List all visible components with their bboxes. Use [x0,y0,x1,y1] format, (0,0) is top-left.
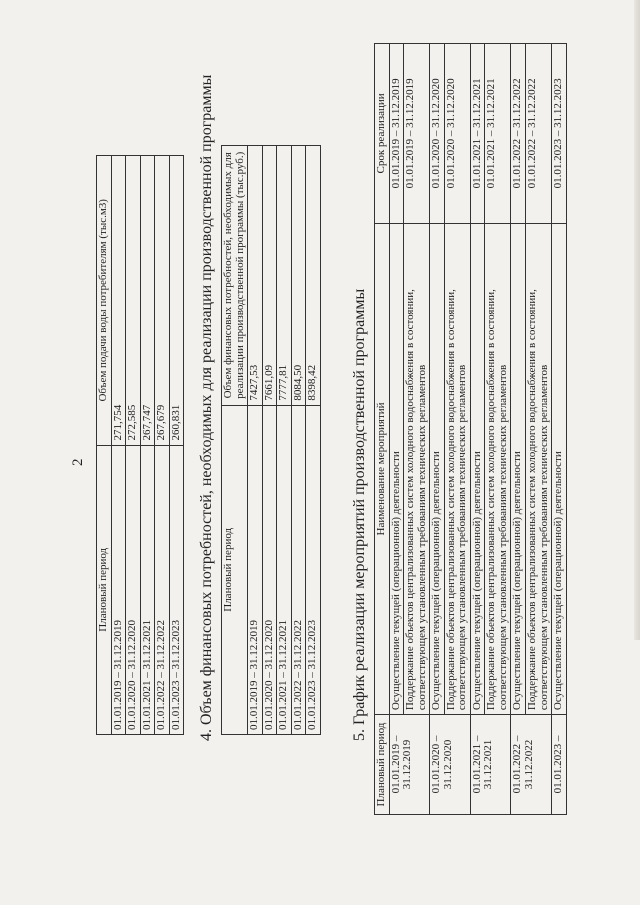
period-cell: 01.01.2021 – 31.12.2021 [277,405,292,734]
table-row [389,44,404,815]
section4-heading: 4. Объем финансовых потребностей, необходимых для реализации производственной программы [198,74,215,741]
activity-cell: Поддержание объектов централизованных систем холодного водоснабжения в состоянии, соответствующем установленным требованиям технических регламентов [485,223,511,714]
schedule-table [374,43,567,815]
value-cell: 8398,42 [306,146,321,406]
table-row [262,146,277,735]
period-cell: 01.01.2019 – 31.12.2019 [111,445,126,734]
activity-cell: Осуществление текущей (операционной) деятельности [470,223,485,714]
period-cell: 01.01.2020 – 31.12.2020 [430,715,471,815]
period-cell: 01.01.2022 – 31.12.2022 [291,405,306,734]
value-cell: 267,747 [140,156,155,446]
period-cell: 01.01.2023 – 31.12.2023 [306,405,321,734]
page-number: 2 [70,458,86,466]
column-header: Плановый период [375,715,390,815]
period-cell: 01.01.2022 – 31.12.2022 [511,715,552,815]
period-cell: 01.01.2021 – 31.12.2021 [140,445,155,734]
value-cell: 7661,09 [262,146,277,406]
value-cell: 272,585 [126,156,141,446]
table-row [306,146,321,735]
column-header: Плановый период [97,445,112,734]
deadline-cell: 01.01.2019 – 31.12.2019 [389,44,404,224]
activity-cell: Осуществление текущей (операционной) деятельности [552,223,567,714]
activity-cell: Осуществление текущей (операционной) деятельности [430,223,445,714]
deadline-cell: 01.01.2022 – 31.12.2022 [526,44,552,224]
table-header-row [222,146,248,735]
activity-cell: Осуществление текущей (операционной) деятельности [511,223,526,714]
column-header: Наименование мероприятий [375,223,390,714]
table-row [277,146,292,735]
table-row [485,44,511,815]
table-row [291,146,306,735]
period-cell: 01.01.2020 – 31.12.2020 [126,445,141,734]
column-header: Срок реализации [375,44,390,224]
period-cell: 01.01.2023 – [552,715,567,815]
table-row [155,156,170,735]
period-cell: 01.01.2022 – 31.12.2022 [155,445,170,734]
table-row [526,44,552,815]
value-cell: 8084,50 [291,146,306,406]
column-header: Объем подачи воды потребителям (тыс.м3) [97,156,112,446]
value-cell: 7427,53 [248,146,263,406]
period-cell: 01.01.2021 – 31.12.2021 [470,715,511,815]
table-row [444,44,470,815]
value-cell: 271,754 [111,156,126,446]
column-header: Объем финансовых потребностей, необходимых для реализации производственной программы (тыс.руб.) [222,146,248,406]
deadline-cell: 01.01.2021 – 31.12.2021 [470,44,485,224]
table-row [404,44,430,815]
period-cell: 01.01.2020 – 31.12.2020 [262,405,277,734]
activity-cell: Поддержание объектов централизованных систем холодного водоснабжения в состоянии, соответствующем установленным требованиям технических регламентов [526,223,552,714]
page-edge-shadow [634,0,640,640]
table-row [511,44,526,815]
activity-cell: Поддержание объектов централизованных систем холодного водоснабжения в состоянии, соответствующем установленным требованиям технических регламентов [404,223,430,714]
period-cell: 01.01.2023 – 31.12.2023 [169,445,184,734]
table-row [111,156,126,735]
table-header-row [375,44,390,815]
deadline-cell: 01.01.2019 – 31.12.2019 [404,44,430,224]
value-cell: 7777,81 [277,146,292,406]
section5-heading: 5. График реализации мероприятий производственной программы [351,288,368,741]
financial-needs-table [221,145,321,735]
deadline-cell: 01.01.2023 – 31.12.2023 [552,44,567,224]
deadline-cell: 01.01.2020 – 31.12.2020 [430,44,445,224]
activity-cell: Осуществление текущей (операционной) деятельности [389,223,404,714]
period-cell: 01.01.2019 – 31.12.2019 [389,715,430,815]
table-row [470,44,485,815]
table-row [248,146,263,735]
value-cell: 267,679 [155,156,170,446]
water-volume-table [96,155,184,735]
table-row [126,156,141,735]
table-row [430,44,445,815]
table-row [169,156,184,735]
table-row [552,44,567,815]
period-cell: 01.01.2019 – 31.12.2019 [248,405,263,734]
deadline-cell: 01.01.2022 – 31.12.2022 [511,44,526,224]
value-cell: 260,831 [169,156,184,446]
table-row [140,156,155,735]
table-header-row [97,156,112,735]
deadline-cell: 01.01.2020 – 31.12.2020 [444,44,470,224]
deadline-cell: 01.01.2021 – 31.12.2021 [485,44,511,224]
column-header: Плановый период [222,405,248,734]
activity-cell: Поддержание объектов централизованных систем холодного водоснабжения в состоянии, соответствующем установленным требованиям технических регламентов [444,223,470,714]
